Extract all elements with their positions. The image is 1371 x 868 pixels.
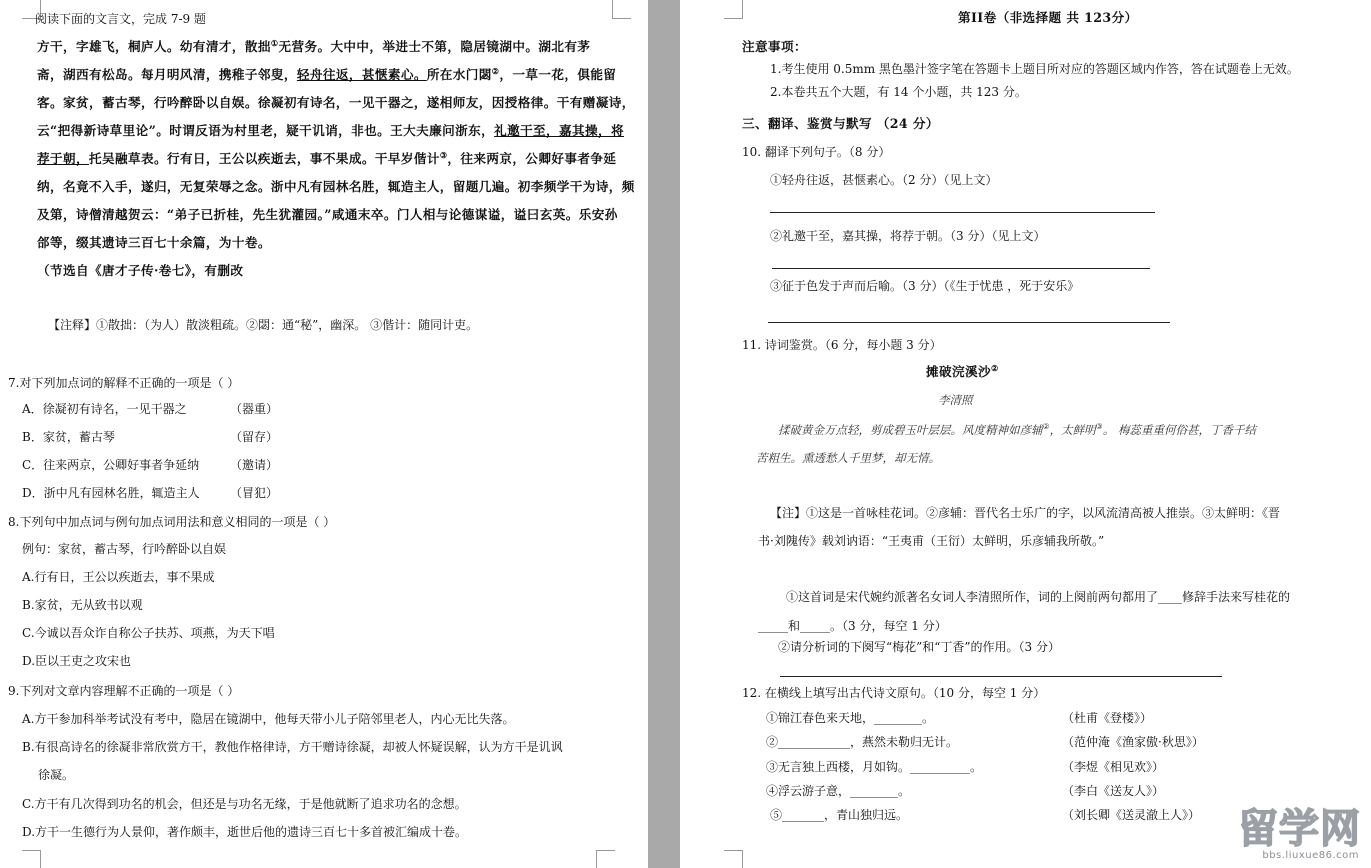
text-run: 无营务。大中中，举进士不第，隐居镜湖中。湖北有茅 [278, 39, 591, 54]
q10-item-1: ①轻舟往返，甚惬素心。（2 分）（见上文） [770, 173, 998, 187]
question-11-stem: 11. 诗词鉴赏。（6 分，每小题 3 分） [742, 338, 942, 352]
notice-item-1: 1.考生使用 0.5mm 黑色墨汁签字笔在答题卡上题目所对应的答题区域内作答，答在试题卷上无效。 [770, 62, 1299, 76]
q11-sub-1: ①这首词是宋代婉约派著名女词人李清照所作，词的上阕前两句都用了____修辞手法来写桂花的 [786, 590, 1291, 604]
text-run: 荐于朝， [37, 151, 89, 166]
q10-item-2: ②礼邀干至，嘉其操，将荐于朝。（3 分）（见上文） [770, 229, 1046, 243]
q7-option-c: C．往来两京，公卿好事者争延纳 [22, 458, 200, 472]
watermark-logo: 留学网 [1238, 806, 1361, 852]
q8-example: 例句：家贫，蓄古琴，行吟醉卧以自娱 [22, 542, 227, 556]
section-3-title: 三、翻译、鉴赏与默写 （24 分） [742, 116, 939, 131]
passage-line [37, 208, 618, 222]
text-run: ，太鲜明 [1049, 423, 1096, 437]
crop-mark [22, 850, 41, 868]
crop-mark [596, 850, 615, 868]
text-run: 云“把得新诗草里论”。时谓反语为村里老，疑干讥诮，非也。王大夫廉问浙东， [37, 123, 495, 138]
text-run: 方干，字雄飞，桐庐人。幼有清才，散拙 [37, 39, 271, 54]
q12-item-1-source: （杜甫《登楼》） [1062, 711, 1153, 725]
q12-item-2-source: （范仲淹《渔家傲·秋思》） [1062, 735, 1204, 749]
text-run: 郃等，缀其遗诗三百七十余篇，为十卷。 [37, 235, 271, 250]
poem-note-line-1: 【注】①这是一首咏桂花词。②彦辅：晋代名士乐广的字，以风流清高被人推崇。③太鲜明：《晋 [770, 506, 1281, 520]
text-run: 客。家贫，蓄古琴，行吟醉卧以自娱。徐凝初有诗名，一见干器之，遂相师友，因授格律。干有赠凝诗， [37, 95, 635, 110]
passage-line [37, 149, 617, 166]
passage-line [37, 37, 591, 54]
q7-option-a: A．徐凝初有诗名，一见干器之 [22, 402, 187, 416]
q12-item-5: ⑤_______，青山独归远。 [770, 808, 909, 822]
footnote-mark: ① [270, 37, 279, 48]
answer-line [772, 268, 1150, 269]
passage-line [37, 124, 624, 138]
q11-sub-1-cont: _____和_____。（3 分，每空 1 分） [758, 619, 947, 633]
q12-item-4-source: （李白《送友人》） [1062, 784, 1165, 798]
passage-line [37, 96, 635, 110]
poem-title: 摊破浣溪沙② [926, 362, 999, 379]
q8-option-c: C.今诚以吾众诈自称公子扶苏、项燕，为天下唱 [22, 626, 275, 640]
q12-item-1: ①锦江春色来天地，________。 [766, 711, 935, 725]
poem-line [778, 423, 1256, 437]
q7-option-a-gloss: （器重） [230, 402, 279, 416]
q7-option-d: D．浙中凡有园林名胜，辄造主人 [22, 486, 200, 500]
question-12-stem: 12. 在横线上填写出古代诗文原句。（10 分，每空 1 分） [742, 686, 1046, 700]
footnote-mark: ③ [1095, 422, 1103, 432]
passage-line [37, 180, 635, 194]
text-run: 托吴融草表。行有日，王公以疾逝去，事不果成。干早岁偕计 [88, 151, 440, 166]
passage-line [37, 65, 617, 82]
footnote-mark: ② [1042, 422, 1050, 432]
q8-option-a: A.行有日，王公以疾逝去，事不果成 [22, 570, 215, 584]
text-run: 揉破黄金万点轻，剪成碧玉叶层层。风度精神如彦辅 [778, 423, 1043, 437]
question-9-stem: 9.下列对文章内容理解不正确的一项是（ ） [8, 684, 240, 698]
right-page [680, 0, 1371, 868]
text-run: 礼邀干至，嘉其操，将 [494, 123, 625, 138]
text-run: ，一草一花，俱能留 [499, 67, 617, 82]
q12-item-3: ③无言独上西楼，月如钩。__________。 [766, 760, 983, 774]
text-run: 斋，湖西有松岛。每月明风清，携稚子邻叟， [37, 67, 297, 82]
q8-option-b: B.家贫，无从致书以观 [22, 598, 143, 612]
q9-option-b: B.有很高诗名的徐凝非常欣赏方干，教他作格律诗，方干赠诗徐凝，却被人怀疑误解，认为方干是讥讽 [22, 740, 563, 754]
q10-item-3: ③征于色发于声而后喻。（3 分）（《生于忧患 ，死于安乐》 [770, 279, 1080, 293]
q12-item-2: ②____________，燕然未勒归无计。 [766, 735, 959, 749]
watermark-url: bbs.liuxue86.com [1262, 850, 1359, 861]
q9-option-a: A.方干参加科举考试没有考中，隐居在镜湖中，他每天带小儿子陪邻里老人，内心无比失落。 [22, 712, 515, 726]
poem-title-note-mark: ② [990, 362, 999, 373]
volume-title: 第II卷（非选择题 共 123分） [958, 10, 1138, 25]
q12-item-4: ④浮云游子意，________。 [766, 784, 911, 798]
poem-author: 李清照 [938, 393, 973, 407]
crop-mark [724, 0, 743, 19]
crop-mark [724, 850, 743, 868]
answer-line [770, 212, 1155, 213]
answer-line [780, 676, 1222, 677]
q12-item-3-source: （李煜《相见欢》） [1062, 760, 1165, 774]
notice-title: 注意事项： [742, 39, 807, 54]
q9-option-d: D.方干一生德行为人景仰，著作颇丰，逝世后他的遗诗三百七十多首被汇编成十卷。 [22, 825, 468, 839]
poem-note-line-2: 书·刘隗传》载刘讷语：“王夷甫（王衍）太鲜明，乐彦辅我所敬。” [758, 534, 1105, 548]
footnote-mark: ② [491, 65, 500, 76]
text-run: 苦粗生。熏透愁人千里梦，却无情。 [756, 451, 940, 465]
text-run: 。 梅蕊重重何俗甚，丁香千结 [1102, 423, 1256, 437]
text-run: 纳，名竟不入手，遂归，无复荣辱之念。浙中凡有园林名胜，辄造主人，留题几遍。初李频学干为诗，频 [37, 179, 635, 194]
passage-line [37, 236, 271, 250]
passage-source: （节选自《唐才子传·卷七》，有删改 [37, 263, 244, 278]
q7-option-b: B．家贫，蓄古琴 [22, 430, 115, 444]
question-10-stem: 10. 翻译下列句子。（8 分） [742, 145, 891, 159]
text-run: 及第，诗僧清越贺云：“弟子已折桂，先生犹灌园。”咸通末卒。门人相与论德谋谥，谥曰玄英。乐安孙 [37, 207, 618, 222]
site-watermark [1197, 806, 1367, 866]
answer-line [768, 322, 1170, 323]
q7-option-d-gloss: （冒犯） [230, 486, 279, 500]
q8-option-d: D.臣以王吏之攻宋也 [22, 654, 132, 668]
text-run: ，往来两京，公卿好事者争延 [447, 151, 617, 166]
left-page [0, 0, 648, 868]
question-7-stem: 7.对下列加点词的解释不正确的一项是（ ） [8, 376, 240, 390]
q11-sub-2: ②请分析词的下阕写“梅花”和“丁香”的作用。（3 分） [778, 640, 1060, 654]
reading-instruction: 阅读下面的文言文，完成 7-9 题 [35, 12, 206, 26]
text-run: 所在水门閟 [426, 67, 492, 82]
passage-annotation: 【注释】①散拙：（为人）散淡粗疏。②閟：通“秘”，幽深。 ③偕计：随同计吏。 [48, 318, 479, 332]
footnote-mark: ③ [439, 149, 448, 160]
q7-option-b-gloss: （留存） [230, 430, 279, 444]
q9-option-c: C.方干有几次得到功名的机会，但还是与功名无缘，于是他就断了追求功名的念想。 [22, 797, 467, 811]
crop-mark [612, 0, 631, 19]
notice-item-2: 2.本卷共五个大题，有 14 个小题，共 123 分。 [770, 85, 1027, 99]
q7-option-c-gloss: （邀请） [230, 458, 279, 472]
text-run: 轻舟往返，甚惬素心。 [296, 67, 427, 82]
q9-option-b-cont: 徐凝。 [38, 768, 75, 782]
question-8-stem: 8.下列句中加点词与例句加点词用法和意义相同的一项是（ ） [8, 515, 336, 529]
q12-item-5-source: （刘长卿《送灵澈上人》） [1062, 808, 1201, 822]
poem-line [756, 451, 940, 465]
